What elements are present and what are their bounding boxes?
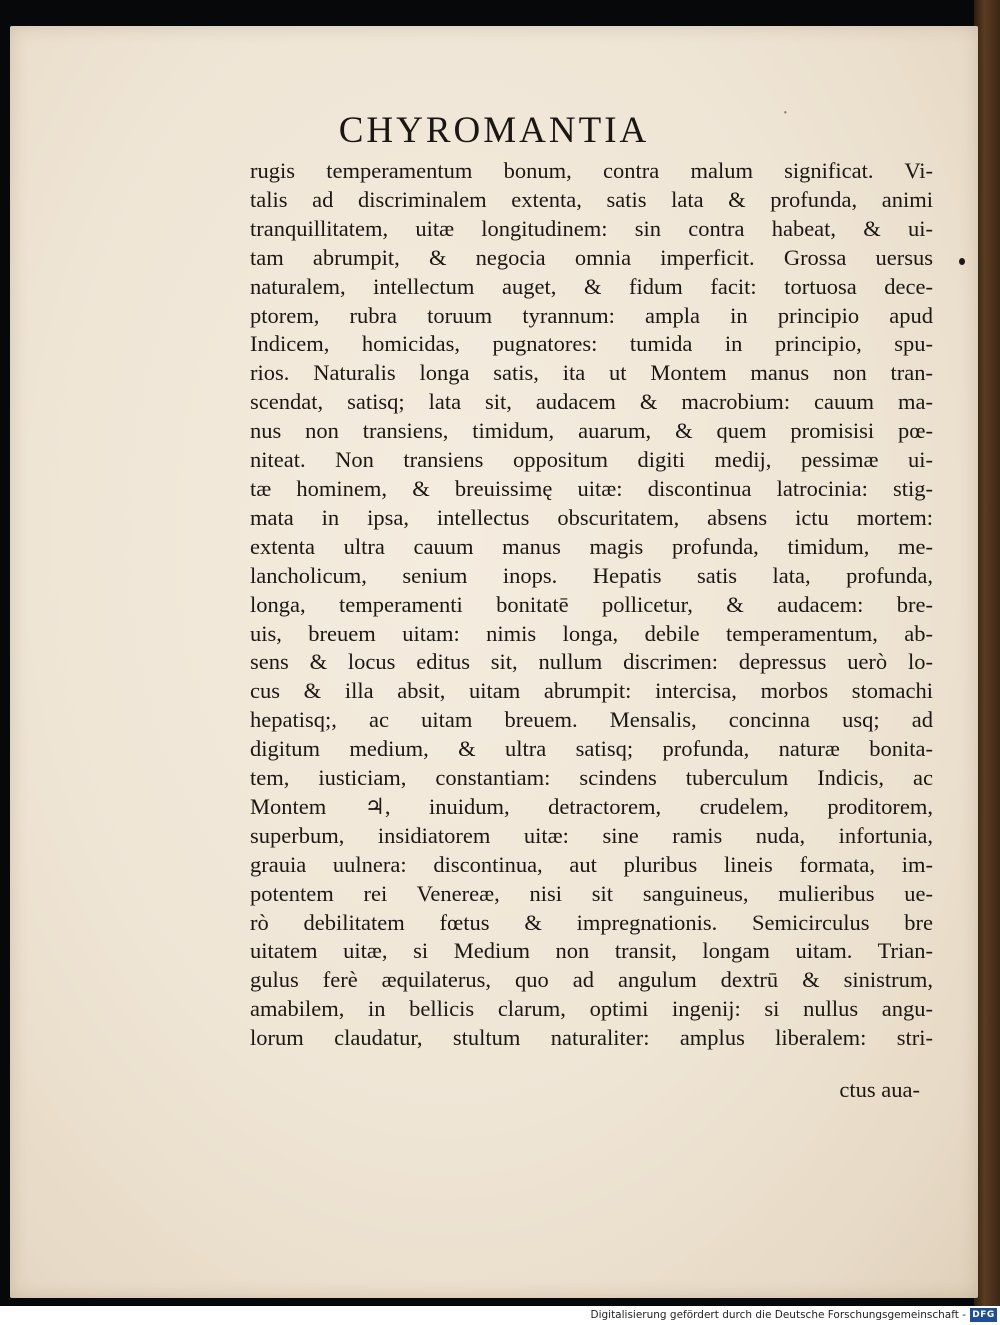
text-line: rios. Naturalis longa satis, ita ut Montem manus non tran- <box>250 360 933 386</box>
text-line: scendat, satisq; lata sit, audacem & macrobium: cauum ma- <box>250 389 933 415</box>
text-line: tam abrumpit, & negocia omnia imperficit. Grossa uersus <box>250 244 933 270</box>
margin-ink-dot <box>959 258 965 265</box>
text-line: talis ad discriminalem extenta, satis lata & profunda, animi <box>250 186 933 212</box>
text-line: niteat. Non transiens oppositum digiti medij, pessimæ ui- <box>250 447 933 473</box>
text-line: digitum medium, & ultra satisq; profunda, naturæ bonita- <box>250 736 933 762</box>
text-line: grauia uulnera: discontinua, aut pluribus lineis formata, im- <box>250 851 933 877</box>
text-line: uitatem uitæ, si Medium non transit, longam uitam. Trian- <box>250 938 933 964</box>
text-line: potentem rei Venereæ, nisi sit sanguineus, mulieribus ue- <box>250 880 933 906</box>
dfg-credit-text: Digitalisierung gefördert durch die Deutsche Forschungsgemeinschaft - <box>590 1309 966 1321</box>
footer-bar <box>0 1306 1000 1325</box>
text-line: ptorem, rubra toruum tyrannum: ampla in principio apud <box>250 302 933 328</box>
text-line: superbum, insidiatorem uitæ: sine ramis nuda, infortunia, <box>250 822 933 848</box>
text-line: uis, breuem uitam: nimis longa, debile temperamentum, ab- <box>250 620 933 646</box>
text-line: lorum claudatur, stultum naturaliter: amplus liberalem: stri- <box>250 1025 933 1051</box>
text-line: extenta ultra cauum manus magis profunda, timidum, me- <box>250 533 933 559</box>
text-line: tæ hominem, & breuissimę uitæ: discontinua latrocinia: stig- <box>250 475 933 501</box>
header-mark: · <box>782 102 789 124</box>
text-line: cus & illa absit, uitam abrumpit: intercisa, morbos stomachi <box>250 678 933 704</box>
text-line: lancholicum, senium inops. Hepatis satis lata, profunda, <box>250 562 933 588</box>
book-page <box>10 26 978 1298</box>
text-line: sens & locus editus sit, nullum discrimen: depressus uerò lo- <box>250 649 933 675</box>
text-line: nus non transiens, timidum, auarum, & quem promisisi pœ- <box>250 418 933 444</box>
text-line: Indicem, homicidas, pugnatores: tumida in principio, spu- <box>250 331 933 357</box>
text-line: gulus ferè æquilaterus, quo ad angulum dextrū & sinistrum, <box>250 967 933 993</box>
page-header: CHYROMANTIA <box>338 110 650 151</box>
text-line: rugis temperamentum bonum, contra malum significat. Vi- <box>250 158 933 183</box>
dfg-logo: DFG <box>970 1308 997 1322</box>
text-line: mata in ipsa, intellectus obscuritatem, absens ictu mortem: <box>250 504 933 530</box>
text-line: longa, temperamenti bonitatē pollicetur, & audacem: bre- <box>250 591 933 617</box>
text-line: hepatisq;, ac uitam breuem. Mensalis, concinna usq; ad <box>250 707 933 733</box>
text-line: rò debilitatem fœtus & impregnationis. Semicirculus bre <box>250 909 933 935</box>
body-text <box>250 157 933 1053</box>
catchword: ctus aua- <box>839 1077 920 1102</box>
text-line: tranquillitatem, uitæ longitudinem: sin contra habeat, & ui- <box>250 215 933 241</box>
text-line: tem, iusticiam, constantiam: scindens tuberculum Indicis, ac <box>250 765 933 791</box>
text-line: amabilem, in bellicis clarum, optimi ingenij: si nullus angu- <box>250 996 933 1022</box>
text-line: Montem ♃, inuidum, detractorem, crudelem, proditorem, <box>250 793 933 819</box>
text-line: naturalem, intellectum auget, & fidum facit: tortuosa dece- <box>250 273 933 299</box>
